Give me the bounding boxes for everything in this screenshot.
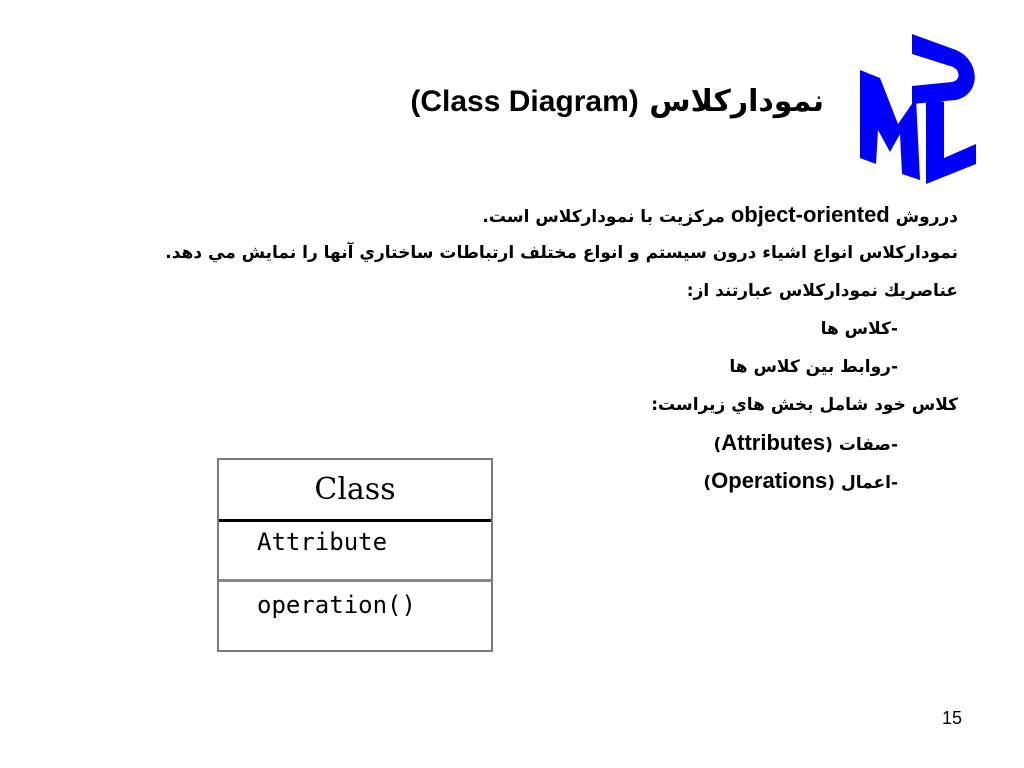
uml-class-operation: operation() [257, 591, 416, 619]
bullet-operations-latin: Operations [711, 468, 828, 493]
title-arabic: نمودارکلاس [649, 84, 824, 119]
bullet-attributes [158, 424, 958, 462]
uml-class-name: Class [219, 460, 491, 522]
body-line-6: کلاس خود شامل بخش هاي زيراست: [651, 395, 958, 415]
title-latin: (Class Diagram) [410, 85, 639, 118]
slide-title [204, 80, 824, 124]
uml-logo-icon [856, 34, 980, 184]
body-line-2: نمودارکلاس انواع اشياء درون سيستم و انواع مختلف ارتباطات ساختاري آنها را نمايش مي دهد. [165, 243, 958, 263]
body-line-3: عناصريك نمودارکلاس عبارتند از: [686, 281, 958, 301]
bullet-attributes-prefix: -صفات ( [825, 435, 898, 455]
bullet-relations: -روابط بين کلاس ها [729, 357, 898, 377]
bullet-operations-suffix: ) [703, 473, 712, 493]
body-line-1-latin: object-oriented [730, 202, 890, 227]
slide-body [158, 196, 958, 500]
uml-class-attribute: Attribute [219, 522, 491, 582]
body-line-1-suffix: مرکزيت با نمودارکلاس است. [482, 207, 725, 227]
bullet-attributes-latin: Attributes [721, 430, 826, 455]
body-line-1 [158, 196, 958, 234]
bullet-operations-prefix: -اعمال ( [827, 473, 898, 493]
page-number: 15 [941, 708, 962, 728]
bullet-attributes-suffix: ) [713, 435, 722, 455]
body-line-1-prefix: درروش [895, 207, 958, 227]
uml-class-box [217, 458, 493, 652]
bullet-classes: -کلاس ها [820, 319, 898, 339]
